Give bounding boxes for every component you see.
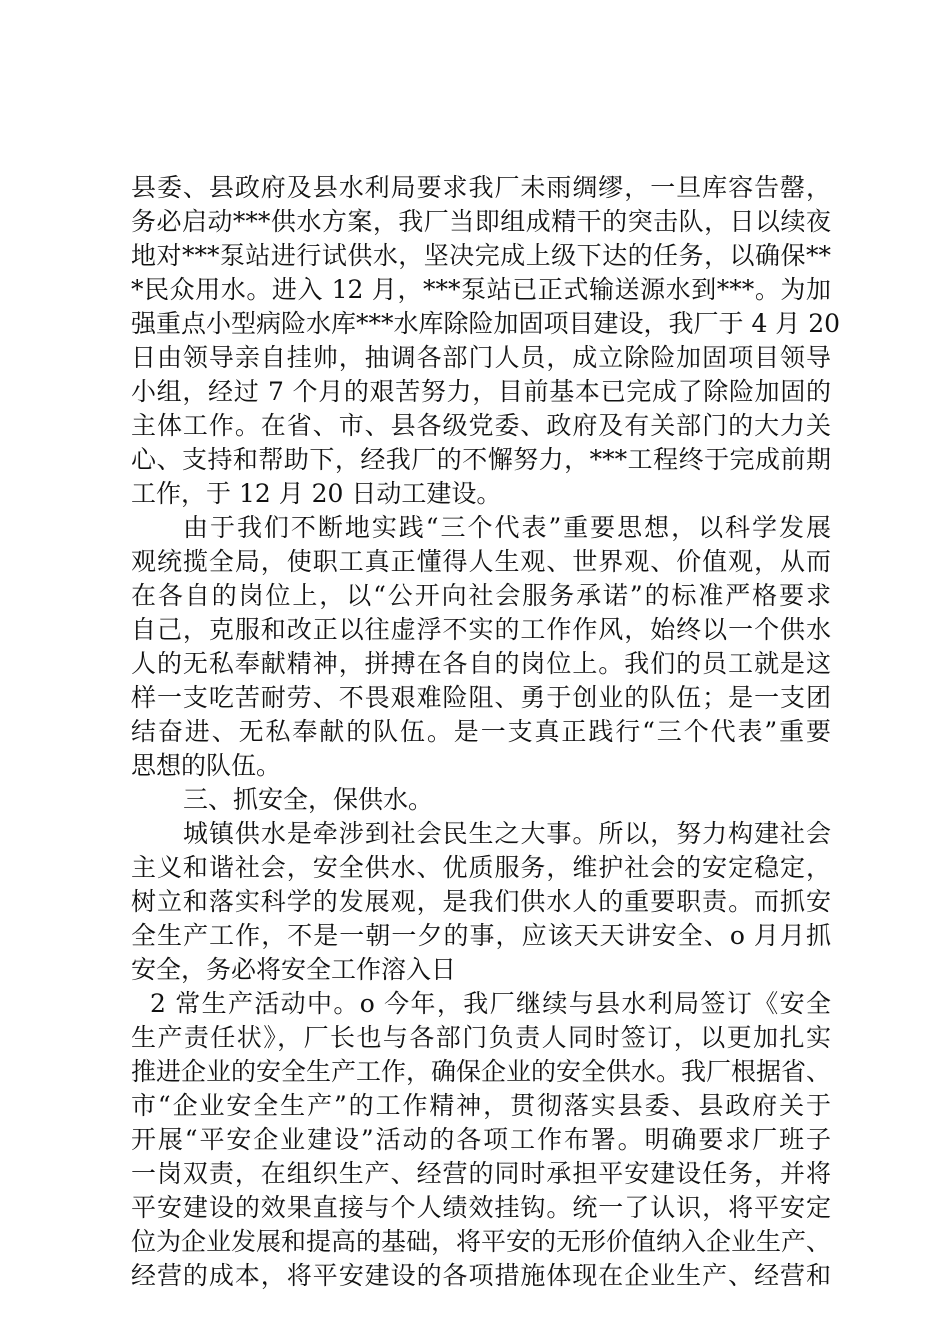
paragraph-start-line: 2 常生产活动中。o 今年，我厂继续与县水利局签订《安全 (150, 989, 831, 1018)
text-line: 全生产工作，不是一朝一夕的事，应该天天讲安全、o 月月抓 (131, 921, 831, 950)
text-line: 日由领导亲自挂帅，抽调各部门人员，成立除险加固项目领导 (131, 343, 831, 372)
text-line: 在各自的岗位上，以“公开向社会服务承诺”的标准严格要求 (131, 581, 831, 610)
text-line: 小组，经过 7 个月的艰苦努力，目前基本已完成了除险加固的 (131, 377, 831, 406)
text-line: 县委、县政府及县水利局要求我厂未雨绸缪，一旦库容告罄， (131, 173, 831, 202)
text-line: *民众用水。进入 12 月，***泵站已正式输送源水到***。为加 (131, 275, 831, 304)
text-line: 样一支吃苦耐劳、不畏艰难险阻、勇于创业的队伍；是一支团 (131, 683, 831, 712)
text-line: 生产责任状》，厂长也与各部门负责人同时签订，以更加扎实 (131, 1023, 831, 1052)
text-line: 结奋进、无私奉献的队伍。是一支真正践行“三个代表”重要 (131, 717, 831, 746)
paragraph-start-line: 由于我们不断地实践“三个代表”重要思想，以科学发展 (183, 513, 831, 542)
text-line: 务必启动***供水方案，我厂当即组成精干的突击队，日以续夜 (131, 207, 831, 236)
section-heading: 三、抓安全，保供水。 (183, 785, 434, 814)
text-line: 主义和谐社会，安全供水、优质服务，维护社会的安定稳定， (131, 853, 831, 882)
text-line: 位为企业发展和提高的基础，将平安的无形价值纳入企业生产、 (131, 1227, 832, 1256)
paragraph-start-line: 城镇供水是牵涉到社会民生之大事。所以，努力构建社会 (183, 819, 831, 848)
text-line: 一岗双责，在组织生产、经营的同时承担平安建设任务，并将 (131, 1159, 831, 1188)
text-line: 市“企业安全生产”的工作精神，贯彻落实县委、县政府关于 (131, 1091, 831, 1120)
text-line: 主体工作。在省、市、县各级党委、政府及有关部门的大力关 (131, 411, 831, 440)
text-line: 人的无私奉献精神，拼搏在各自的岗位上。我们的员工就是这 (131, 649, 831, 678)
text-line: 强重点小型病险水库***水库除险加固项目建设，我厂于 4 月 20 (131, 309, 841, 338)
text-line: 平安建设的效果直接与个人绩效挂钩。统一了认识，将平安定 (131, 1193, 831, 1222)
text-line: 工作，于 12 月 20 日动工建设。 (131, 479, 502, 508)
text-line: 经营的成本，将平安建设的各项措施体现在企业生产、经营和 (131, 1261, 831, 1290)
text-line: 自己，克服和改正以往虚浮不实的工作作风，始终以一个供水 (131, 615, 831, 644)
text-line: 地对***泵站进行试供水，坚决完成上级下达的任务，以确保** (131, 241, 831, 270)
text-line: 树立和落实科学的发展观，是我们供水人的重要职责。而抓安 (131, 887, 831, 916)
text-line: 思想的队伍。 (131, 751, 282, 780)
text-line: 心、支持和帮助下，经我厂的不懈努力，***工程终于完成前期 (131, 445, 831, 474)
text-line: 安全，务必将安全工作溶入日 (131, 955, 457, 984)
text-line: 开展“平安企业建设”活动的各项工作布署。明确要求厂班子 (131, 1125, 831, 1154)
text-line: 观统揽全局，使职工真正懂得人生观、世界观、价值观，从而 (131, 547, 831, 576)
text-line: 推进企业的安全生产工作，确保企业的安全供水。我厂根据省、 (131, 1057, 832, 1086)
